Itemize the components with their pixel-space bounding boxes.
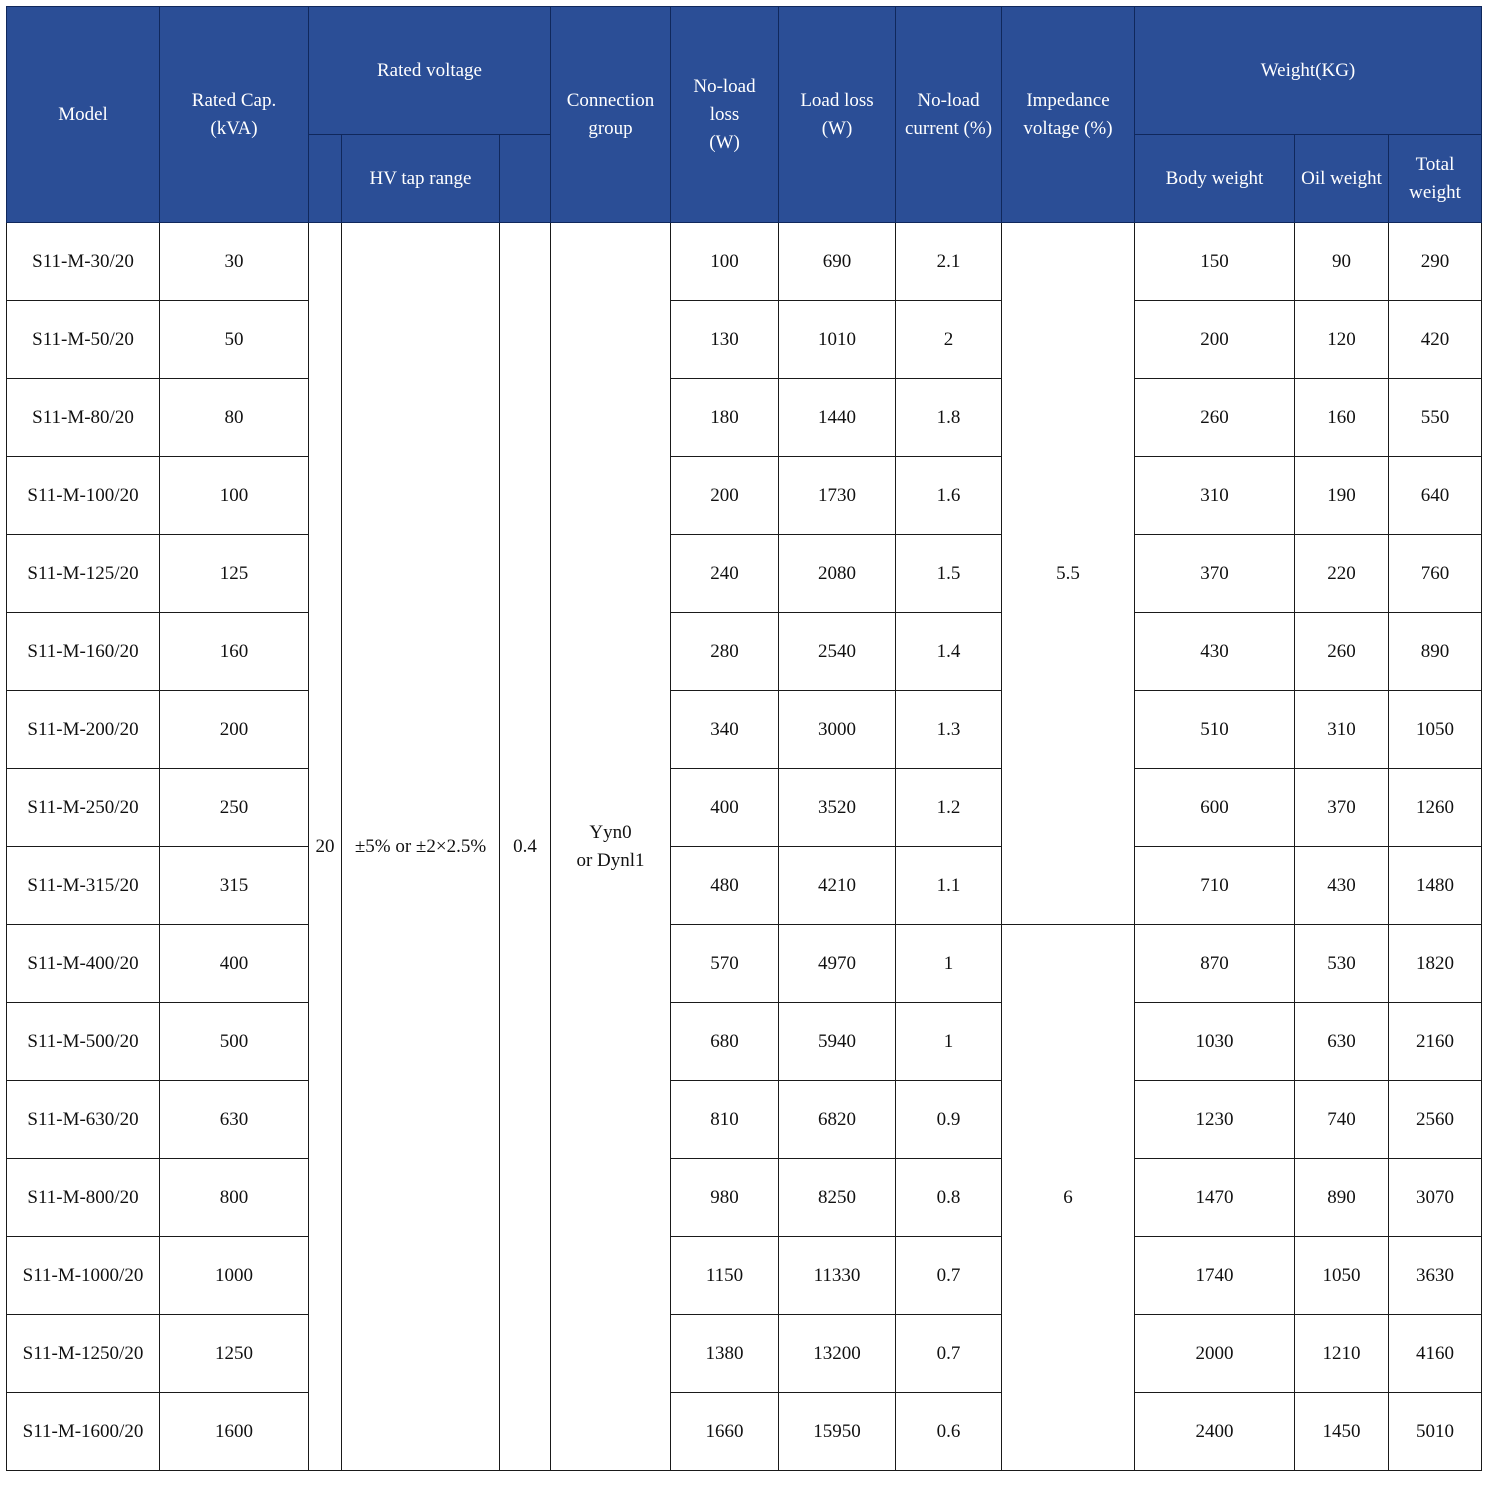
cell-oil-weight: 630 [1295, 1003, 1389, 1081]
cell-body-weight: 1230 [1135, 1081, 1295, 1159]
cell-rated-cap: 500 [160, 1003, 309, 1081]
header-oil-weight: Oil weight [1295, 135, 1389, 223]
cell-no-load-loss: 340 [671, 691, 779, 769]
cell-no-load-loss: 810 [671, 1081, 779, 1159]
cell-total-weight: 2160 [1389, 1003, 1482, 1081]
cell-total-weight: 760 [1389, 535, 1482, 613]
cell-model: S11-M-1000/20 [7, 1237, 160, 1315]
cell-load-loss: 5940 [779, 1003, 896, 1081]
cell-model: S11-M-1250/20 [7, 1315, 160, 1393]
cell-oil-weight: 310 [1295, 691, 1389, 769]
cell-load-loss: 1010 [779, 301, 896, 379]
cell-oil-weight: 1450 [1295, 1393, 1389, 1471]
cell-total-weight: 890 [1389, 613, 1482, 691]
cell-body-weight: 510 [1135, 691, 1295, 769]
cell-rated-cap: 800 [160, 1159, 309, 1237]
cell-rated-cap: 400 [160, 925, 309, 1003]
table-row [7, 457, 1482, 535]
table-row [7, 1159, 1482, 1237]
cell-no-load-loss: 570 [671, 925, 779, 1003]
cell-impedance-voltage-a: 5.5 [1002, 223, 1135, 925]
cell-total-weight: 290 [1389, 223, 1482, 301]
cell-oil-weight: 160 [1295, 379, 1389, 457]
cell-oil-weight: 890 [1295, 1159, 1389, 1237]
cell-model: S11-M-250/20 [7, 769, 160, 847]
cell-no-load-loss: 180 [671, 379, 779, 457]
cell-load-loss: 3520 [779, 769, 896, 847]
cell-no-load-loss: 200 [671, 457, 779, 535]
cell-body-weight: 1470 [1135, 1159, 1295, 1237]
cell-load-loss: 4210 [779, 847, 896, 925]
cell-oil-weight: 260 [1295, 613, 1389, 691]
cell-oil-weight: 430 [1295, 847, 1389, 925]
cell-body-weight: 150 [1135, 223, 1295, 301]
cell-total-weight: 3070 [1389, 1159, 1482, 1237]
cell-model: S11-M-800/20 [7, 1159, 160, 1237]
cell-no-load-current: 1.4 [896, 613, 1002, 691]
cell-no-load-loss: 130 [671, 301, 779, 379]
cell-total-weight: 2560 [1389, 1081, 1482, 1159]
cell-body-weight: 870 [1135, 925, 1295, 1003]
cell-oil-weight: 120 [1295, 301, 1389, 379]
cell-load-loss: 2080 [779, 535, 896, 613]
cell-no-load-loss: 980 [671, 1159, 779, 1237]
cell-lv-voltage: 0.4 [500, 223, 551, 1471]
cell-no-load-current: 2 [896, 301, 1002, 379]
cell-oil-weight: 90 [1295, 223, 1389, 301]
table-row [7, 535, 1482, 613]
cell-rated-cap: 1250 [160, 1315, 309, 1393]
cell-no-load-loss: 680 [671, 1003, 779, 1081]
cell-no-load-loss: 400 [671, 769, 779, 847]
cell-no-load-current: 1 [896, 1003, 1002, 1081]
table-row [7, 1315, 1482, 1393]
table-body [7, 223, 1482, 1471]
header-model: Model [7, 7, 160, 223]
cell-model: S11-M-1600/20 [7, 1393, 160, 1471]
transformer-spec-table [6, 6, 1482, 1471]
cell-model: S11-M-125/20 [7, 535, 160, 613]
cell-rated-cap: 160 [160, 613, 309, 691]
cell-hv-tap-range: ±5% or ±2×2.5% [342, 223, 500, 1471]
header-impedance-voltage: Impedance voltage (%) [1002, 7, 1135, 223]
table-row [7, 1393, 1482, 1471]
cell-no-load-loss: 240 [671, 535, 779, 613]
cell-body-weight: 1030 [1135, 1003, 1295, 1081]
cell-no-load-loss: 1150 [671, 1237, 779, 1315]
cell-no-load-current: 1.3 [896, 691, 1002, 769]
cell-no-load-current: 1.8 [896, 379, 1002, 457]
header-total-weight: Total weight [1389, 135, 1482, 223]
cell-total-weight: 5010 [1389, 1393, 1482, 1471]
cell-rated-cap: 80 [160, 379, 309, 457]
cell-model: S11-M-500/20 [7, 1003, 160, 1081]
cell-rated-cap: 315 [160, 847, 309, 925]
cell-total-weight: 1050 [1389, 691, 1482, 769]
cell-rated-cap: 1600 [160, 1393, 309, 1471]
cell-no-load-loss: 100 [671, 223, 779, 301]
cell-load-loss: 1730 [779, 457, 896, 535]
cell-rated-cap: 630 [160, 1081, 309, 1159]
cell-load-loss: 11330 [779, 1237, 896, 1315]
cell-load-loss: 8250 [779, 1159, 896, 1237]
cell-no-load-loss: 1660 [671, 1393, 779, 1471]
cell-body-weight: 2400 [1135, 1393, 1295, 1471]
cell-model: S11-M-160/20 [7, 613, 160, 691]
cell-oil-weight: 530 [1295, 925, 1389, 1003]
table-row [7, 379, 1482, 457]
cell-rated-cap: 250 [160, 769, 309, 847]
header-load-loss: Load loss (W) [779, 7, 896, 223]
cell-no-load-current: 0.8 [896, 1159, 1002, 1237]
header-hv-blank [309, 135, 342, 223]
cell-body-weight: 260 [1135, 379, 1295, 457]
header-body-weight: Body weight [1135, 135, 1295, 223]
header-rated-cap: Rated Cap. (kVA) [160, 7, 309, 223]
cell-no-load-current: 1.5 [896, 535, 1002, 613]
cell-rated-cap: 50 [160, 301, 309, 379]
cell-no-load-loss: 280 [671, 613, 779, 691]
cell-total-weight: 550 [1389, 379, 1482, 457]
cell-no-load-current: 0.6 [896, 1393, 1002, 1471]
cell-model: S11-M-30/20 [7, 223, 160, 301]
table-row [7, 925, 1482, 1003]
cell-no-load-current: 1.6 [896, 457, 1002, 535]
cell-total-weight: 3630 [1389, 1237, 1482, 1315]
cell-model: S11-M-80/20 [7, 379, 160, 457]
cell-body-weight: 600 [1135, 769, 1295, 847]
cell-total-weight: 1260 [1389, 769, 1482, 847]
header-no-load-current: No-load current (%) [896, 7, 1002, 223]
cell-model: S11-M-200/20 [7, 691, 160, 769]
table-row [7, 691, 1482, 769]
cell-hv-voltage: 20 [309, 223, 342, 1471]
cell-oil-weight: 370 [1295, 769, 1389, 847]
cell-body-weight: 430 [1135, 613, 1295, 691]
cell-rated-cap: 100 [160, 457, 309, 535]
cell-load-loss: 15950 [779, 1393, 896, 1471]
table-row [7, 847, 1482, 925]
cell-total-weight: 640 [1389, 457, 1482, 535]
cell-no-load-loss: 1380 [671, 1315, 779, 1393]
cell-load-loss: 2540 [779, 613, 896, 691]
cell-body-weight: 1740 [1135, 1237, 1295, 1315]
cell-no-load-current: 1 [896, 925, 1002, 1003]
cell-rated-cap: 1000 [160, 1237, 309, 1315]
header-weight: Weight(KG) [1135, 7, 1482, 135]
cell-no-load-current: 0.7 [896, 1315, 1002, 1393]
cell-model: S11-M-315/20 [7, 847, 160, 925]
cell-body-weight: 2000 [1135, 1315, 1295, 1393]
cell-total-weight: 4160 [1389, 1315, 1482, 1393]
cell-no-load-current: 0.9 [896, 1081, 1002, 1159]
cell-model: S11-M-100/20 [7, 457, 160, 535]
header-rated-voltage: Rated voltage [309, 7, 551, 135]
cell-model: S11-M-400/20 [7, 925, 160, 1003]
cell-total-weight: 1820 [1389, 925, 1482, 1003]
cell-oil-weight: 190 [1295, 457, 1389, 535]
cell-rated-cap: 200 [160, 691, 309, 769]
cell-load-loss: 13200 [779, 1315, 896, 1393]
cell-load-loss: 4970 [779, 925, 896, 1003]
cell-connection-group: Yyn0 or Dynl1 [551, 223, 671, 1471]
header-hv-tap-range: HV tap range [342, 135, 500, 223]
cell-total-weight: 1480 [1389, 847, 1482, 925]
header-connection-group: Connection group [551, 7, 671, 223]
cell-load-loss: 6820 [779, 1081, 896, 1159]
table-row [7, 301, 1482, 379]
table-row [7, 769, 1482, 847]
table-row [7, 1237, 1482, 1315]
cell-oil-weight: 740 [1295, 1081, 1389, 1159]
cell-rated-cap: 30 [160, 223, 309, 301]
header-no-load-loss: No-load loss (W) [671, 7, 779, 223]
cell-impedance-voltage-b: 6 [1002, 925, 1135, 1471]
cell-body-weight: 200 [1135, 301, 1295, 379]
cell-load-loss: 690 [779, 223, 896, 301]
table-row [7, 1081, 1482, 1159]
cell-no-load-current: 2.1 [896, 223, 1002, 301]
cell-no-load-loss: 480 [671, 847, 779, 925]
cell-oil-weight: 1050 [1295, 1237, 1389, 1315]
cell-no-load-current: 1.2 [896, 769, 1002, 847]
cell-total-weight: 420 [1389, 301, 1482, 379]
table-row [7, 223, 1482, 301]
cell-body-weight: 310 [1135, 457, 1295, 535]
cell-load-loss: 3000 [779, 691, 896, 769]
cell-model: S11-M-630/20 [7, 1081, 160, 1159]
cell-oil-weight: 1210 [1295, 1315, 1389, 1393]
cell-body-weight: 370 [1135, 535, 1295, 613]
table-row [7, 1003, 1482, 1081]
cell-oil-weight: 220 [1295, 535, 1389, 613]
cell-load-loss: 1440 [779, 379, 896, 457]
cell-model: S11-M-50/20 [7, 301, 160, 379]
cell-no-load-current: 1.1 [896, 847, 1002, 925]
cell-rated-cap: 125 [160, 535, 309, 613]
header-lv-blank [500, 135, 551, 223]
cell-no-load-current: 0.7 [896, 1237, 1002, 1315]
table-row [7, 613, 1482, 691]
cell-body-weight: 710 [1135, 847, 1295, 925]
